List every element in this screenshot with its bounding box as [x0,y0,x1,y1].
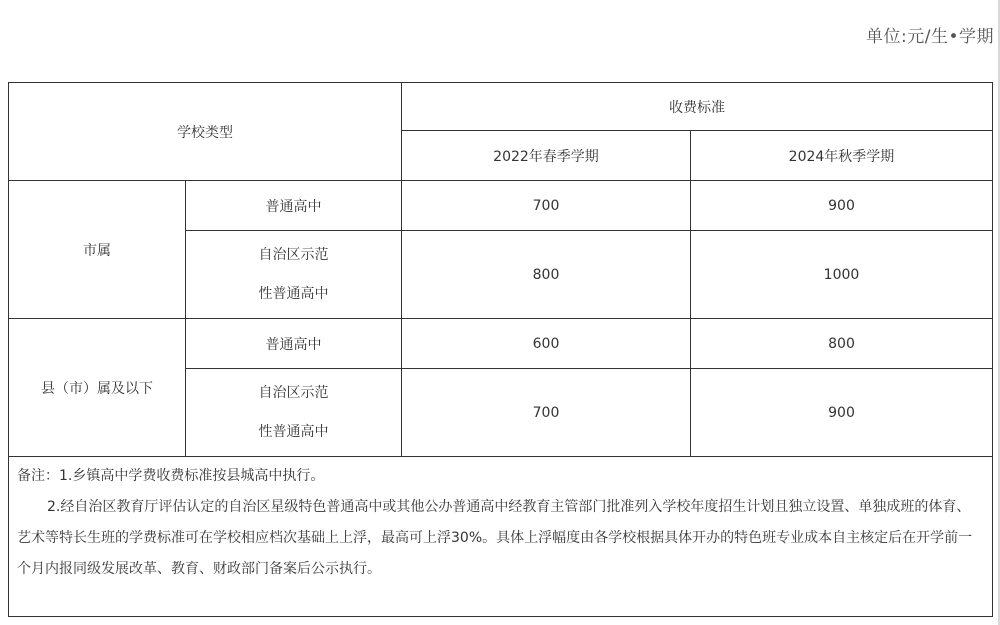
table-row [9,181,993,231]
fee-cell-spring-2022: 700 [402,369,691,457]
school-type-header: 学校类型 [9,83,402,181]
fee-cell-autumn-2024: 800 [691,319,993,369]
notes-cell [9,457,993,617]
term-header-spring-2022: 2022年春季学期 [402,131,691,181]
table-row [9,319,993,369]
fee-cell-spring-2022: 600 [402,319,691,369]
school-type-cell: 普通高中 [186,181,402,231]
category-cell-county: 县（市）属及以下 [9,319,186,457]
school-type-line-1: 自治区示范 [258,384,329,401]
notes-row [9,457,993,617]
term-header-autumn-2024: 2024年秋季学期 [691,131,993,181]
fee-cell-autumn-2024: 1000 [691,231,993,319]
unit-label: 单位:元/生•学期 [866,27,994,47]
school-type-line-2: 性普通高中 [258,285,329,302]
school-type-cell [186,369,402,457]
fee-standard-table [8,82,993,617]
school-type-line-2: 性普通高中 [258,423,329,440]
category-cell-city: 市属 [9,181,186,319]
note-2: 2.经自治区教育厅评估认定的自治区星级特色普通高中或其他公办普通高中经教育主管部门批准列入学校年度招生计划且独立设置、单独成班的体育、艺术等特长生班的学费标准可在学校相应档次基础上上浮，最高可上浮30%。具体上浮幅度由各学校根据具体开办的特色班专业成本自主核定后在开学前一个月内报同级发展改革、教育、财政部门备案后公示执行。 [17,499,973,577]
fee-cell-autumn-2024: 900 [691,369,993,457]
header-row-1 [9,83,993,131]
fee-cell-spring-2022: 800 [402,231,691,319]
fee-standard-header: 收费标准 [402,83,993,131]
fee-cell-autumn-2024: 900 [691,181,993,231]
note-1: 备注：1.乡镇高中学费收费标准按县城高中执行。 [17,468,325,484]
school-type-cell [186,231,402,319]
school-type-cell: 普通高中 [186,319,402,369]
fee-cell-spring-2022: 700 [402,181,691,231]
school-type-line-1: 自治区示范 [258,246,329,263]
